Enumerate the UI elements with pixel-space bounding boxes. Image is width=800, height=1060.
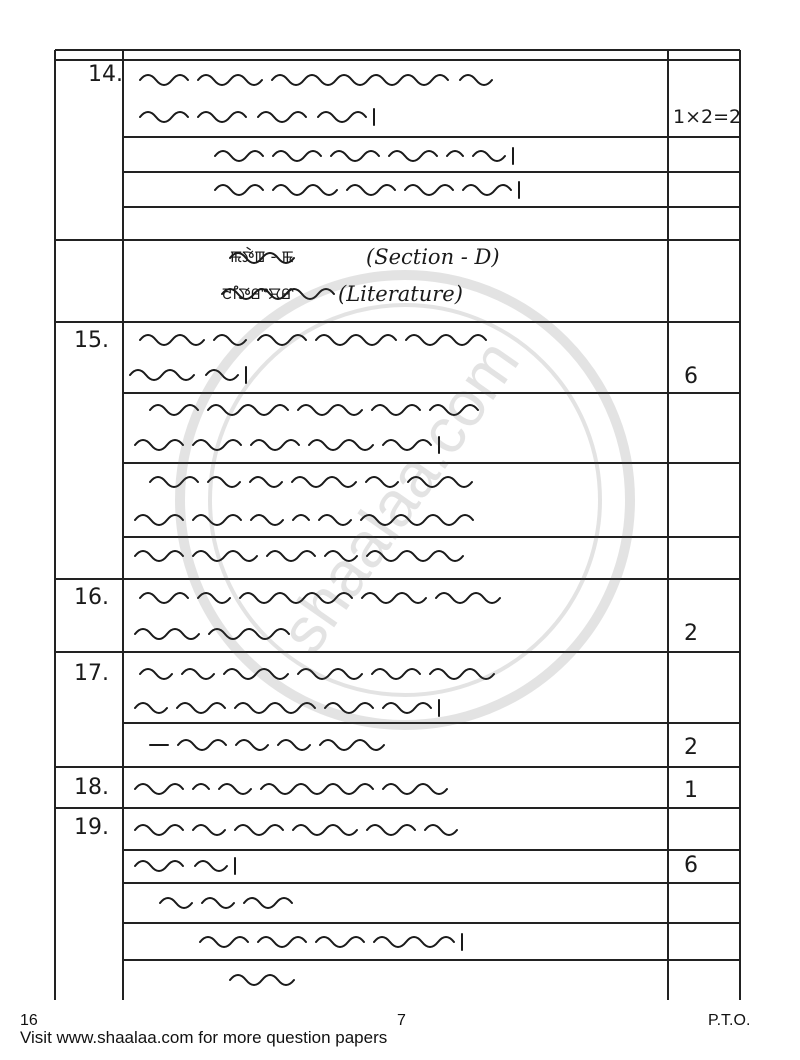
- marks-value: 6: [684, 853, 698, 878]
- pto-label: P.T.O.: [708, 1012, 751, 1029]
- marks-value: 2: [684, 621, 698, 646]
- question-number: 19.: [74, 815, 109, 840]
- page-number: 7: [397, 1012, 406, 1029]
- question-number: 18.: [74, 775, 109, 800]
- marks-value: 1: [684, 778, 698, 803]
- section-title-en: (Section - D): [366, 245, 500, 269]
- section-subtitle-en: (Literature): [338, 282, 463, 306]
- section-subtitle-meitei: ꯂꯤꯇꯔꯦꯆꯔ: [222, 284, 294, 303]
- marks-value: 2: [684, 735, 698, 760]
- visit-shaalaa-link[interactable]: Visit www.shaalaa.com for more question papers: [20, 1028, 388, 1047]
- question-number: 14.: [88, 62, 123, 87]
- question-number: 15.: [74, 328, 109, 353]
- question-number: 16.: [74, 585, 109, 610]
- watermark-text: shaalaa.com: [265, 326, 533, 666]
- question-number: 17.: [74, 661, 109, 686]
- section-title-meitei: ꯃꯇꯥꯡ - ꯃ: [230, 247, 294, 266]
- footer-left-code: 16: [20, 1012, 38, 1029]
- marks-value: 6: [684, 364, 698, 389]
- shaalaa-watermark: [170, 265, 640, 735]
- marks-value: 1×2=2: [673, 106, 742, 128]
